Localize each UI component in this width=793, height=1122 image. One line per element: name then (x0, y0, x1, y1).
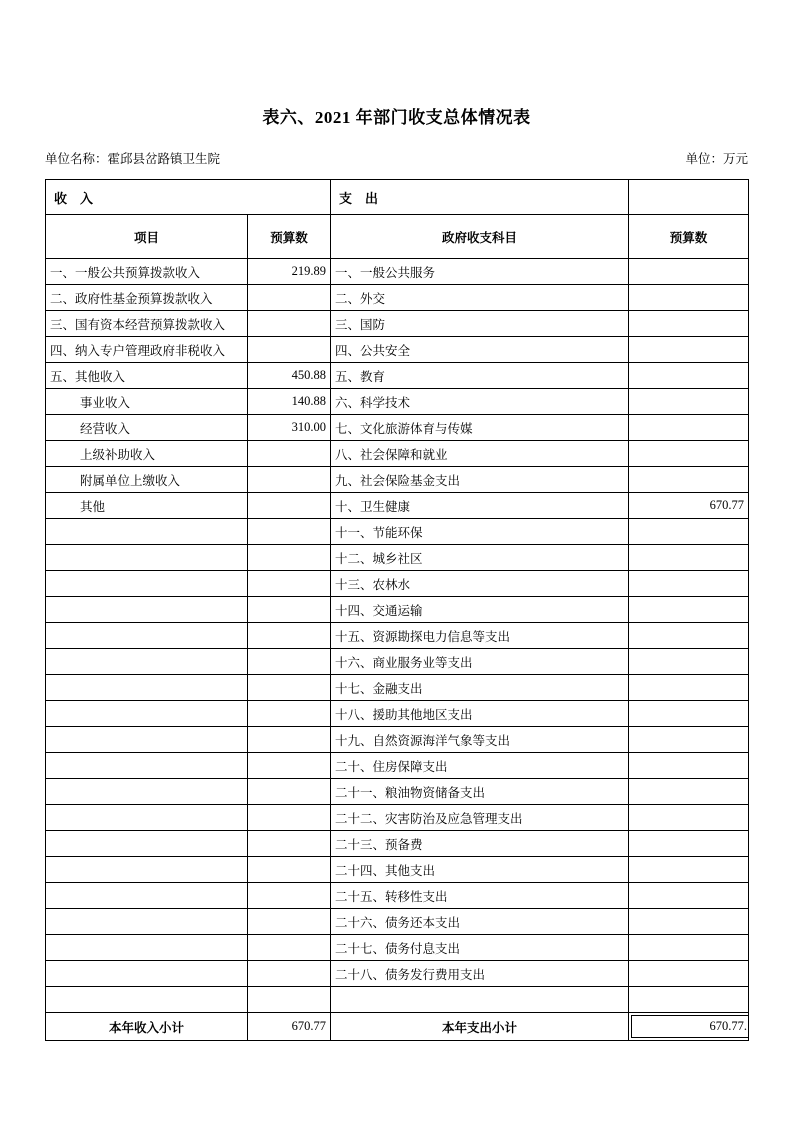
table-row (46, 831, 749, 857)
table-row (46, 337, 749, 363)
income-item-cell: 一、一般公共预算拨款收入 (46, 259, 248, 285)
table-row (46, 519, 749, 545)
income-item-cell (46, 571, 248, 597)
expense-item-cell: 二十一、粮油物资储备支出 (331, 779, 629, 805)
table-row (46, 935, 749, 961)
expense-budget-cell (629, 311, 749, 337)
table-row (46, 467, 749, 493)
table-row (46, 571, 749, 597)
expense-item-cell: 十五、资源勘探电力信息等支出 (331, 623, 629, 649)
income-total-label: 本年收入小计 (46, 1013, 248, 1041)
table-row (46, 441, 749, 467)
income-budget-cell: 219.89 (248, 259, 331, 285)
expense-item-cell: 二十五、转移性支出 (331, 883, 629, 909)
income-budget-cell (248, 753, 331, 779)
income-total-value: 670.77 (248, 1013, 331, 1041)
expense-budget-cell (629, 701, 749, 727)
income-item-cell (46, 779, 248, 805)
income-item-cell: 事业收入 (46, 389, 248, 415)
expense-budget-cell (629, 571, 749, 597)
expense-item-cell (331, 987, 629, 1013)
table-row (46, 259, 749, 285)
expense-total-value: 670.77. (709, 1019, 748, 1033)
expense-item-cell: 二十二、灾害防治及应急管理支出 (331, 805, 629, 831)
income-budget-cell (248, 597, 331, 623)
income-item-cell (46, 883, 248, 909)
expense-budget-cell (629, 857, 749, 883)
expense-budget-cell (629, 779, 749, 805)
empty-header-cell (629, 180, 749, 215)
income-item-cell: 经营收入 (46, 415, 248, 441)
income-item-cell: 三、国有资本经营预算拨款收入 (46, 311, 248, 337)
expense-budget-cell (629, 363, 749, 389)
expense-budget-cell: 670.77 (629, 493, 749, 519)
income-item-cell: 附属单位上缴收入 (46, 467, 248, 493)
income-budget-cell (248, 545, 331, 571)
column-header-item: 项目 (46, 215, 248, 259)
expense-total-cell (629, 1013, 749, 1041)
page-title: 表六、2021 年部门收支总体情况表 (262, 108, 531, 127)
income-item-cell (46, 597, 248, 623)
table-row (46, 961, 749, 987)
income-item-cell (46, 623, 248, 649)
table-row (46, 701, 749, 727)
expense-item-cell: 七、文化旅游体育与传媒 (331, 415, 629, 441)
expense-budget-cell (629, 519, 749, 545)
income-budget-cell (248, 571, 331, 597)
expense-budget-cell (629, 649, 749, 675)
income-budget-cell (248, 519, 331, 545)
income-item-cell (46, 545, 248, 571)
totals-row (46, 1013, 749, 1041)
income-section-header: 收 入 (46, 180, 331, 215)
table-row (46, 285, 749, 311)
expense-budget-cell (629, 987, 749, 1013)
income-budget-cell (248, 805, 331, 831)
expense-budget-cell (629, 623, 749, 649)
table-row (46, 623, 749, 649)
income-budget-cell (248, 961, 331, 987)
expense-item-cell: 二十三、预备费 (331, 831, 629, 857)
expense-budget-cell (629, 935, 749, 961)
income-budget-cell (248, 831, 331, 857)
income-budget-cell (248, 701, 331, 727)
income-budget-cell (248, 987, 331, 1013)
table-row (46, 311, 749, 337)
unit-name-label: 单位名称：霍邱县岔路镇卫生院 (45, 152, 221, 166)
income-budget-cell: 140.88 (248, 389, 331, 415)
expense-budget-cell (629, 415, 749, 441)
income-item-cell (46, 909, 248, 935)
expense-item-cell: 三、国防 (331, 311, 629, 337)
expense-budget-cell (629, 389, 749, 415)
income-item-cell (46, 675, 248, 701)
expense-total-inner-box (631, 1015, 749, 1038)
expense-item-cell: 二十、住房保障支出 (331, 753, 629, 779)
column-header-budget: 预算数 (248, 215, 331, 259)
table-row (46, 753, 749, 779)
expense-budget-cell (629, 805, 749, 831)
income-item-cell (46, 831, 248, 857)
expense-item-cell: 二十四、其他支出 (331, 857, 629, 883)
table-body (46, 259, 749, 1013)
expense-budget-cell (629, 727, 749, 753)
expense-budget-cell (629, 883, 749, 909)
expense-item-cell: 十九、自然资源海洋气象等支出 (331, 727, 629, 753)
meta-row (45, 149, 748, 167)
income-budget-cell (248, 779, 331, 805)
table-row (46, 883, 749, 909)
table-row (46, 597, 749, 623)
expense-item-cell: 二十六、债务还本支出 (331, 909, 629, 935)
income-budget-cell (248, 857, 331, 883)
expense-item-cell: 二十七、债务付息支出 (331, 935, 629, 961)
income-item-cell (46, 753, 248, 779)
expense-budget-cell (629, 337, 749, 363)
income-budget-cell (248, 727, 331, 753)
expense-budget-cell (629, 545, 749, 571)
table-header-rows (46, 180, 749, 259)
table-row (46, 727, 749, 753)
expense-item-cell: 九、社会保险基金支出 (331, 467, 629, 493)
table-row (46, 415, 749, 441)
income-budget-cell (248, 493, 331, 519)
income-budget-cell (248, 623, 331, 649)
expense-item-cell: 十二、城乡社区 (331, 545, 629, 571)
income-budget-cell (248, 675, 331, 701)
expense-budget-cell (629, 467, 749, 493)
budget-table (45, 179, 749, 1041)
expense-budget-cell (629, 753, 749, 779)
expense-budget-cell (629, 259, 749, 285)
income-item-cell: 上级补助收入 (46, 441, 248, 467)
income-item-cell (46, 701, 248, 727)
expense-item-cell: 十一、节能环保 (331, 519, 629, 545)
expense-item-cell: 六、科学技术 (331, 389, 629, 415)
table-row (46, 805, 749, 831)
table-row (46, 389, 749, 415)
column-header-gov-category: 政府收支科目 (331, 215, 629, 259)
income-budget-cell (248, 311, 331, 337)
income-item-cell: 五、其他收入 (46, 363, 248, 389)
table-row (46, 857, 749, 883)
income-item-cell (46, 961, 248, 987)
income-item-cell (46, 935, 248, 961)
table-row (46, 493, 749, 519)
expense-budget-cell (629, 961, 749, 987)
table-row (46, 649, 749, 675)
expense-budget-cell (629, 441, 749, 467)
income-budget-cell (248, 337, 331, 363)
income-budget-cell (248, 909, 331, 935)
table-row (46, 987, 749, 1013)
column-header-budget2: 预算数 (629, 215, 749, 259)
income-budget-cell (248, 285, 331, 311)
expense-budget-cell (629, 597, 749, 623)
expense-item-cell: 十、卫生健康 (331, 493, 629, 519)
expense-budget-cell (629, 285, 749, 311)
expense-item-cell: 二、外交 (331, 285, 629, 311)
section-header-row (46, 180, 749, 215)
income-item-cell (46, 857, 248, 883)
expense-item-cell: 十四、交通运输 (331, 597, 629, 623)
expense-item-cell: 二十八、债务发行费用支出 (331, 961, 629, 987)
income-item-cell (46, 727, 248, 753)
expense-item-cell: 一、一般公共服务 (331, 259, 629, 285)
expense-item-cell: 十六、商业服务业等支出 (331, 649, 629, 675)
table-row (46, 545, 749, 571)
expense-item-cell: 八、社会保障和就业 (331, 441, 629, 467)
income-budget-cell: 450.88 (248, 363, 331, 389)
expense-item-cell: 四、公共安全 (331, 337, 629, 363)
income-item-cell (46, 987, 248, 1013)
column-header-row (46, 215, 749, 259)
expense-budget-cell (629, 675, 749, 701)
income-item-cell (46, 519, 248, 545)
income-item-cell: 其他 (46, 493, 248, 519)
income-item-cell (46, 805, 248, 831)
expense-budget-cell (629, 909, 749, 935)
income-item-cell (46, 649, 248, 675)
income-budget-cell (248, 467, 331, 493)
income-budget-cell (248, 649, 331, 675)
income-budget-cell (248, 441, 331, 467)
expense-item-cell: 五、教育 (331, 363, 629, 389)
income-budget-cell: 310.00 (248, 415, 331, 441)
table-row (46, 363, 749, 389)
table-row (46, 779, 749, 805)
expense-item-cell: 十三、农林水 (331, 571, 629, 597)
income-budget-cell (248, 883, 331, 909)
expense-total-label: 本年支出小计 (331, 1013, 629, 1041)
income-item-cell: 四、纳入专户管理政府非税收入 (46, 337, 248, 363)
expense-section-header: 支 出 (331, 180, 629, 215)
income-item-cell: 二、政府性基金预算拨款收入 (46, 285, 248, 311)
table-footer-rows (46, 1013, 749, 1041)
income-budget-cell (248, 935, 331, 961)
table-row (46, 909, 749, 935)
expense-item-cell: 十八、援助其他地区支出 (331, 701, 629, 727)
expense-item-cell: 十七、金融支出 (331, 675, 629, 701)
currency-unit-label: 单位：万元 (685, 152, 748, 166)
expense-budget-cell (629, 831, 749, 857)
table-row (46, 675, 749, 701)
